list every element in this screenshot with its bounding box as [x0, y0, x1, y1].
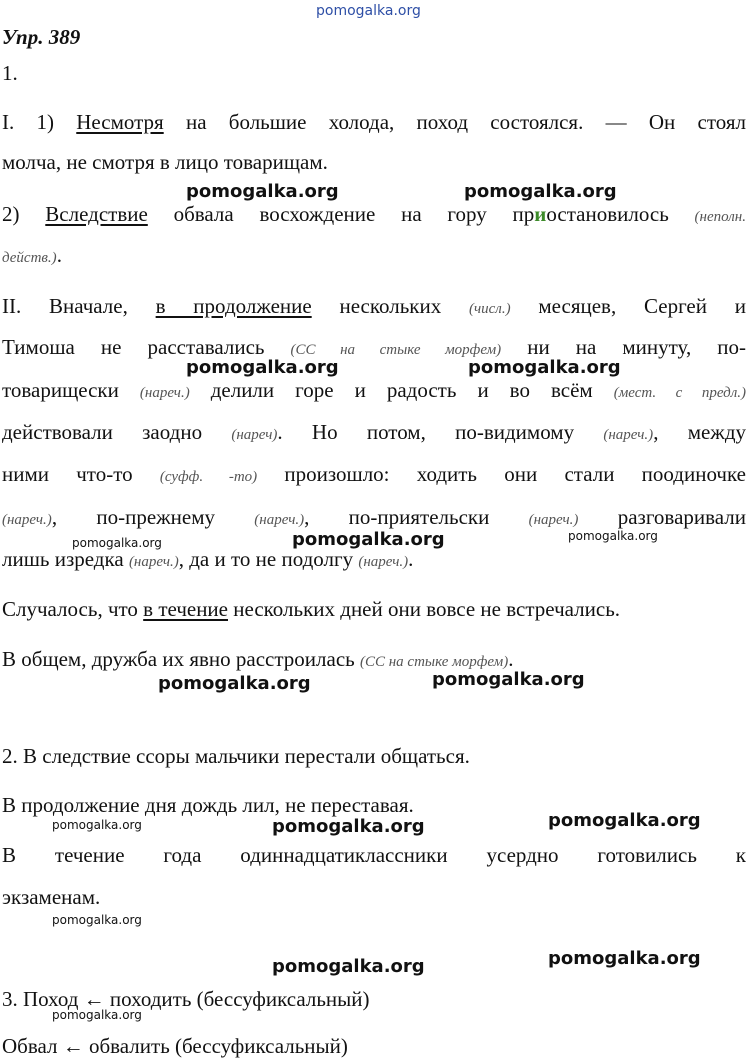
watermark: pomogalka.org — [158, 673, 311, 694]
section2-line3: В течение года одиннадцатиклассники усердно готовились к — [2, 843, 746, 867]
grammar-note: (нареч.) — [254, 512, 305, 528]
watermark: pomogalka.org — [548, 810, 701, 831]
text: , по-приятельски — [304, 505, 529, 529]
watermark: pomogalka.org — [72, 536, 162, 550]
grammar-note: (нареч.) — [603, 427, 654, 443]
watermark: pomogalka.org — [52, 818, 142, 832]
watermark: pomogalka.org — [548, 948, 701, 969]
text: месяцев, Сергей и — [510, 294, 746, 318]
p3-line5 — [2, 461, 746, 490]
grammar-note: (нареч.) — [128, 554, 179, 570]
underlined-word: в продолжение — [155, 294, 312, 318]
watermark: pomogalka.org — [464, 181, 617, 202]
underlined-word: Вследствие — [45, 202, 148, 226]
watermark: pomogalka.org — [468, 357, 621, 378]
underlined-word: в течение — [143, 597, 228, 621]
watermark: pomogalka.org — [292, 529, 445, 550]
p3-line2 — [2, 334, 746, 363]
p3-line7 — [2, 546, 413, 575]
grammar-note: (СС на стыке морфем) — [290, 342, 502, 358]
text: , по-прежнему — [51, 505, 255, 529]
grammar-note: (нареч.) — [139, 385, 190, 401]
watermark: pomogalka.org — [272, 816, 425, 837]
site-header-watermark: pomogalka.org — [316, 3, 421, 19]
grammar-note: (нареч.) — [2, 512, 52, 528]
grammar-note: (мест. с предл.) — [613, 385, 746, 401]
watermark: pomogalka.org — [432, 669, 585, 690]
section2-line2: В продолжение дня дождь лил, не переставая. — [2, 793, 414, 817]
text: В общем, дружба их явно расстроилась — [2, 647, 360, 671]
section2-line4: экзаменам. — [2, 885, 101, 909]
p2-line1 — [2, 201, 746, 230]
grammar-note: (нареч.) — [358, 554, 409, 570]
section3-line1: 3. Поход ← походить (бессуфиксальный) — [2, 987, 370, 1011]
section3-line2: Обвал ← обвалить (бессуфиксальный) — [2, 1034, 348, 1058]
grammar-note: (нареч.) — [528, 512, 579, 528]
text: остановилось — [546, 202, 695, 226]
text: , да и то не подолгу — [178, 547, 359, 571]
highlighted-letter: и — [534, 202, 547, 226]
watermark: pomogalka.org — [52, 1008, 142, 1022]
p1-line1 — [2, 109, 746, 135]
underlined-word: Несмотря — [76, 110, 164, 134]
text: I. 1) — [2, 110, 77, 134]
text: разговаривали — [578, 505, 746, 529]
watermark: pomogalka.org — [52, 913, 142, 927]
p1-line2: молча, не смотря в лицо товарищам. — [2, 150, 328, 174]
text: ними что-то — [2, 462, 160, 486]
p3-line3 — [2, 377, 746, 406]
p3-line1 — [2, 293, 746, 322]
text: ни на минуту, по- — [501, 335, 746, 359]
text: лишь изредка — [2, 547, 129, 571]
text: произошло: ходить они стали поодиночке — [257, 462, 746, 486]
text: на большие холода, поход состоялся. — Он стоял — [163, 110, 746, 134]
text: товарищески — [2, 378, 140, 402]
section2-line1: 2. В следствие ссоры мальчики перестали общаться. — [2, 744, 470, 768]
exercise-title: Упр. 389 — [2, 25, 81, 49]
text: . Но потом, по-видимому — [277, 420, 604, 444]
p2-line2 — [2, 242, 62, 271]
watermark: pomogalka.org — [272, 956, 425, 977]
text: II. Вначале, — [2, 294, 156, 318]
p4-line1 — [2, 596, 620, 622]
text: нескольких — [311, 294, 469, 318]
section1-number: 1. — [2, 61, 18, 85]
grammar-note: (неполн. — [694, 209, 746, 225]
text: действовали заодно — [2, 420, 232, 444]
grammar-note: (суфф. -то) — [159, 469, 258, 485]
text: 2) — [2, 202, 46, 226]
text: . — [56, 243, 62, 267]
p3-line4 — [2, 419, 746, 448]
text: Случалось, что — [2, 597, 144, 621]
text: . — [408, 547, 414, 571]
grammar-note: (нареч) — [231, 427, 278, 443]
watermark: pomogalka.org — [568, 529, 658, 543]
watermark: pomogalka.org — [186, 357, 339, 378]
text: . — [508, 647, 514, 671]
text: нескольких дней они вовсе не встречались. — [228, 597, 621, 621]
grammar-note: (числ.) — [469, 301, 511, 317]
text: , между — [653, 420, 747, 444]
grammar-note: (СС на стыке морфем) — [359, 654, 509, 670]
text: делили горе и радость и во всём — [189, 378, 614, 402]
watermark: pomogalka.org — [186, 181, 339, 202]
text: обвала восхождение на гору пр — [147, 202, 535, 226]
grammar-note: действ.) — [2, 250, 57, 266]
text: Тимоша не расставались — [2, 335, 291, 359]
